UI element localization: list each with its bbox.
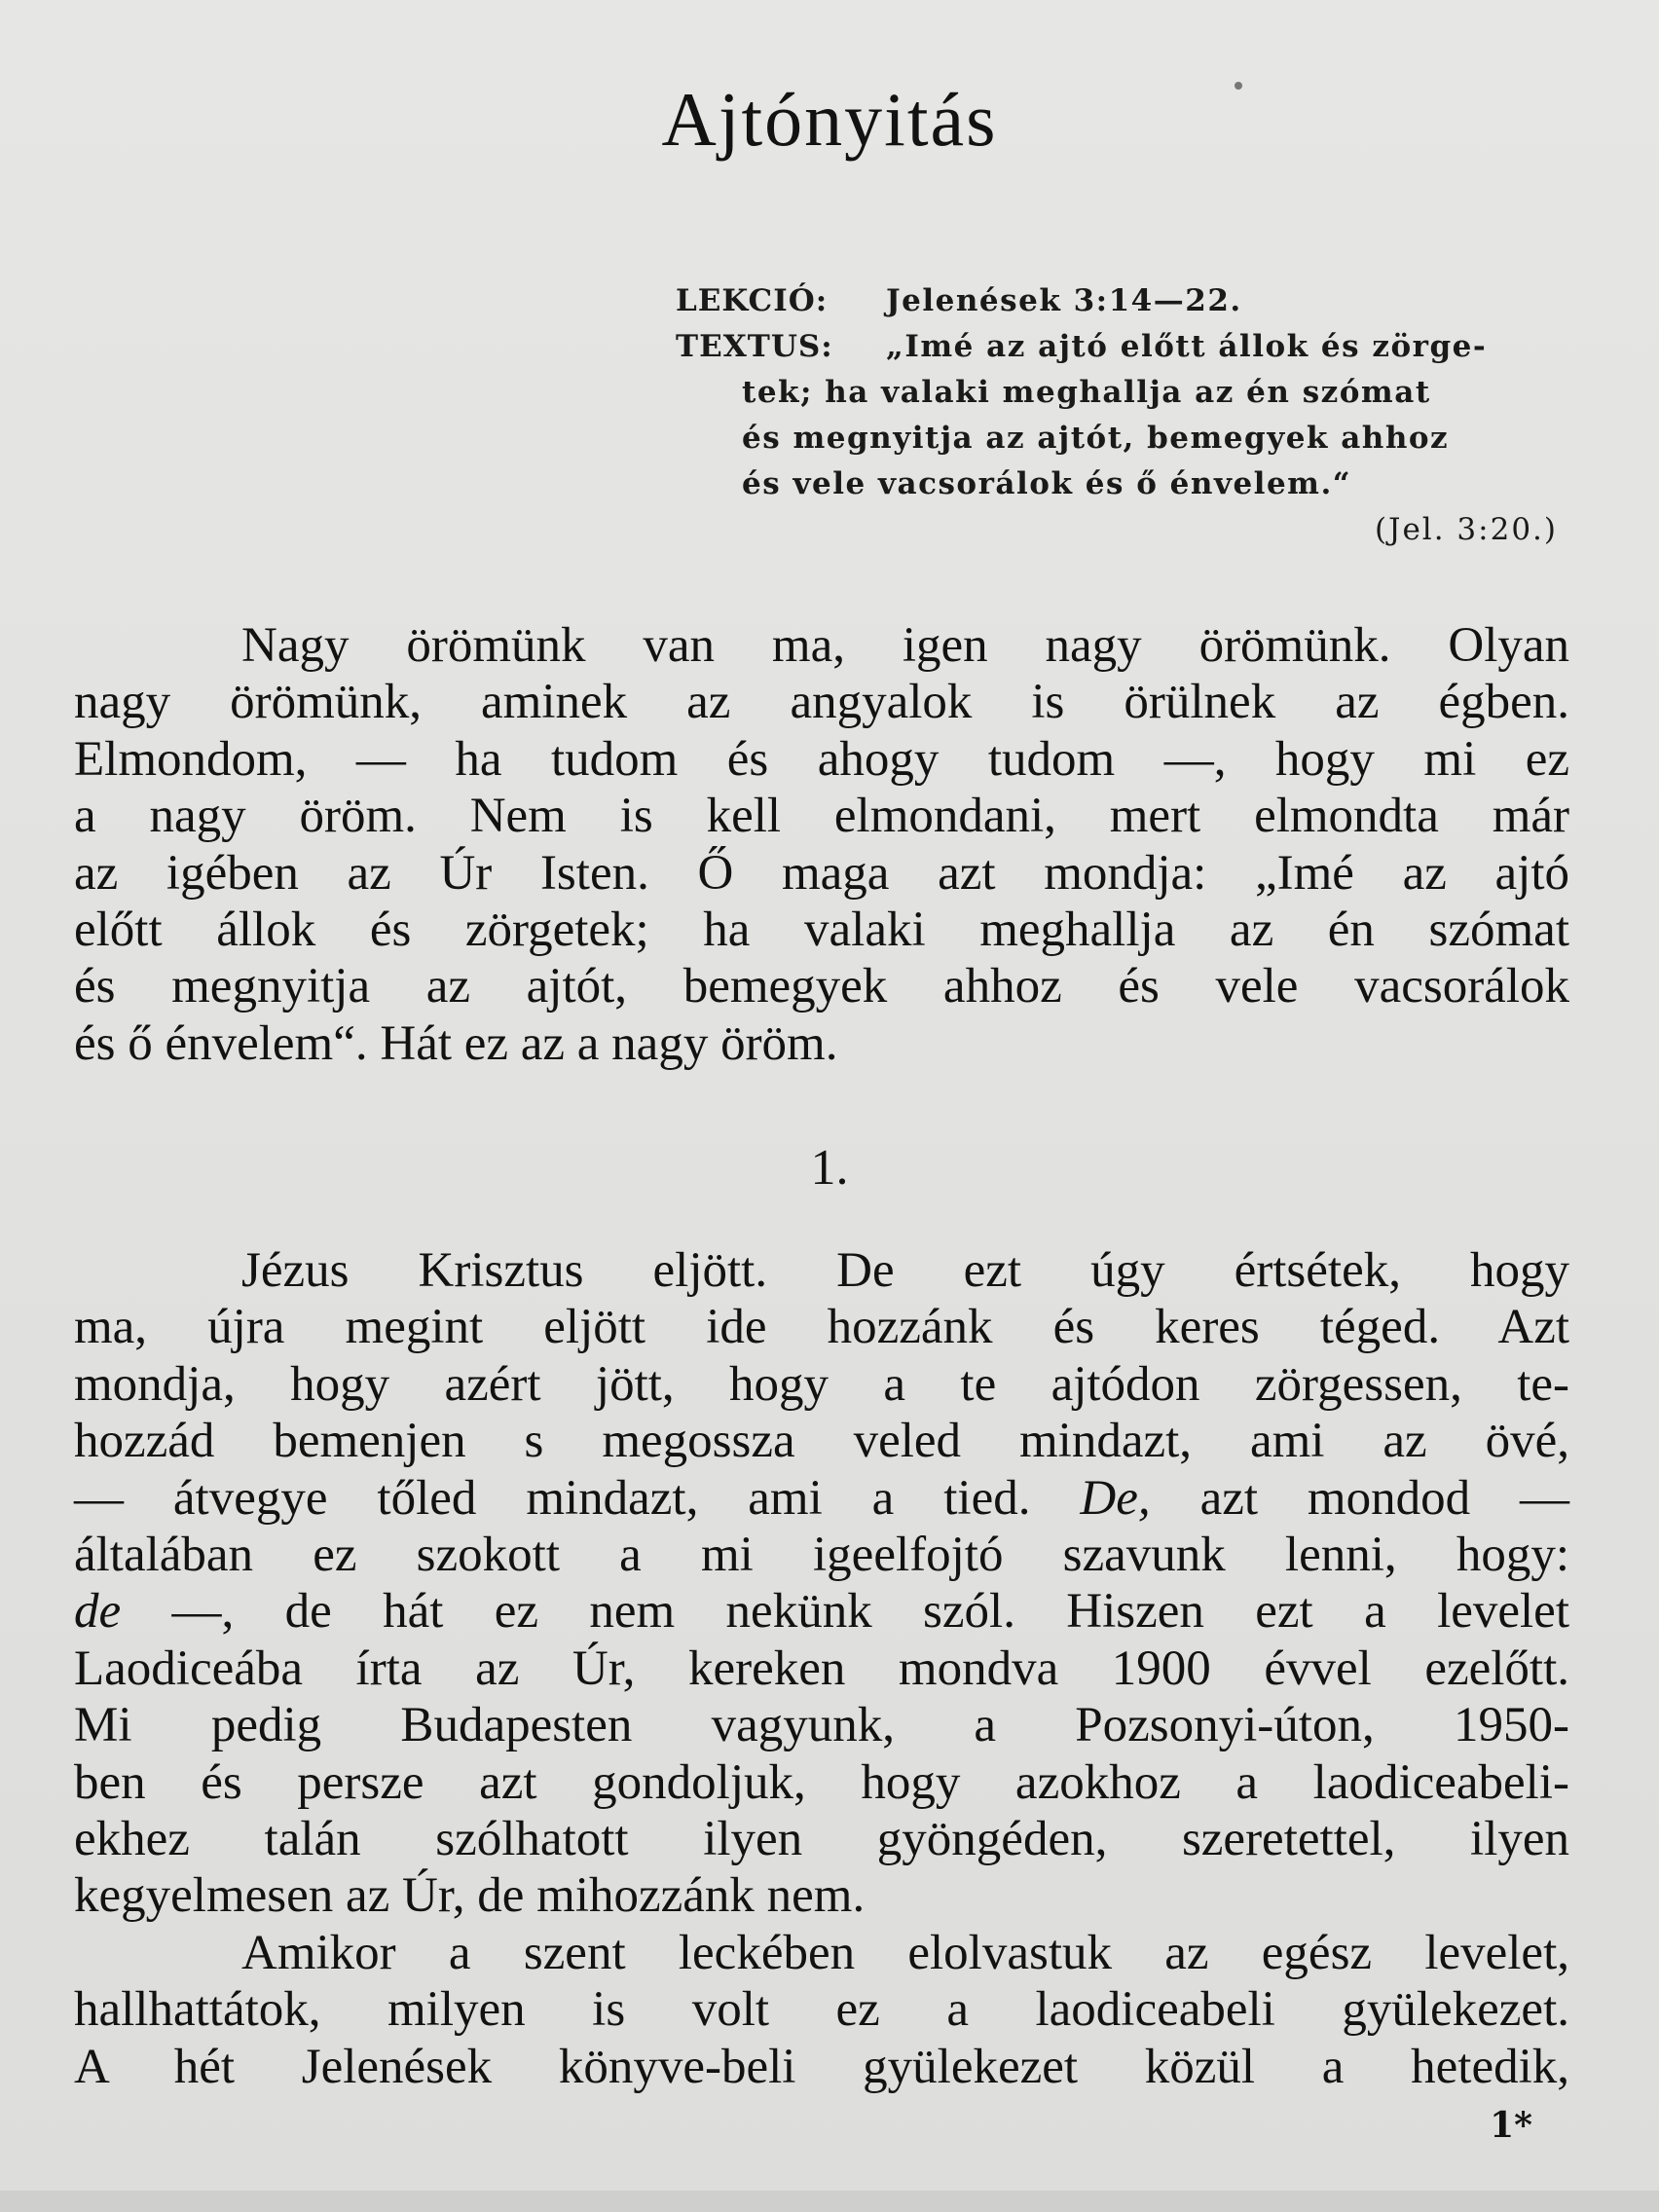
text-segment: azt mondod — [1199,1470,1570,1526]
textus-line: tek; ha valaki meghallja az én szómat [742,375,1431,410]
epigraph-block [676,278,1562,553]
section-number: 1. [810,1140,849,1196]
text-line: a nagy öröm. Nem is kell elmondani, mert elmondta már [74,789,1569,844]
text-line-mixed [74,1470,1569,1527]
text-line: előtt állok és zörgetek; ha valaki meghallja az én szómat [74,903,1569,958]
text-line: hallhattátok, milyen is volt ez a laodiceabeli gyülekezet. [74,1982,1569,2038]
text-line: hozzád bemenjen s megossza veled mindazt, ami az övé, [74,1414,1569,1469]
text-segment: — átvegye tőled mindazt, ami a tied. [74,1470,1031,1526]
text-line-mixed [74,1583,1569,1640]
textus-line: „Imé az ajtó előtt állok és zörge- [886,329,1488,364]
text-line: ben és persze azt gondoljuk, hogy azokhoz a laodiceabeli- [74,1754,1569,1810]
textus-line: és vele vacsorálok és ő énvelem.“ [742,466,1352,501]
text-line: ma, újra megint eljött ide hozzánk és keres téged. Azt [74,1300,1569,1355]
text-line: Amikor a szent leckében elolvastuk az egész levelet, [241,1925,1569,1980]
text-line: Elmondom, — ha tudom és ahogy tudom —, hogy mi ez [74,731,1569,787]
page-number: 1* [1490,2105,1532,2146]
lekcio-row [676,278,1562,324]
text-line: A hét Jelenések könyve-beli gyülekezet közül a hetedik, [74,2039,1569,2094]
text-line: Nagy örömünk van ma, igen nagy örömünk. Olyan [241,618,1569,673]
textus-row [676,324,1562,370]
textus-line: és megnyitja az ajtót, bemegyek ahhoz [742,421,1450,456]
text-line: mondja, hogy azért jött, hogy a te ajtódon zörgessen, te- [74,1356,1569,1412]
lekcio-text: Jelenések 3:14—22. [886,283,1242,318]
lekcio-label: LEKCIÓ: [676,283,829,318]
text-line: Mi pedig Budapesten vagyunk, a Pozsonyi-úton, 1950- [74,1698,1569,1753]
text-line: az igében az Úr Isten. Ő maga azt mondja: „Imé az ajtó [74,845,1569,901]
text-line: és ő énvelem“. Hát ez az a nagy öröm. [74,1015,838,1071]
page-title: Ajtónyitás [661,77,998,162]
bottom-edge [0,2191,1659,2212]
text-line: általában ez szokott a mi igeelfojtó szavunk lenni, hogy: [74,1528,1569,1583]
text-line: és megnyitja az ajtót, bemegyek ahhoz és vele vacsorálok [74,959,1569,1014]
textus-label: TEXTUS: [676,329,833,364]
text-line: Laodiceába írta az Úr, kereken mondva 1900 évvel ezelőtt. [74,1641,1569,1696]
text-line: nagy örömünk, aminek az angyalok is örülnek az égben. [74,675,1569,730]
paragraph-intro [74,617,1569,1072]
text-line: kegyelmesen az Úr, de mihozzánk nem. [74,1868,866,1924]
paragraph-main [74,1242,1569,2095]
text-line: ekhez talán szólhatott ilyen gyöngéden, szeretettel, ilyen [74,1812,1569,1867]
scripture-reference: (Jel. 3:20.) [1374,512,1558,547]
text-line: Jézus Krisztus eljött. De ezt úgy értsétek, hogy [241,1243,1569,1298]
text-segment: —, de hát ez nem nekünk szól. Hiszen ezt a levelet [171,1584,1569,1640]
italic-word: de [74,1584,122,1640]
print-speck [1235,82,1242,90]
italic-word: De, [1080,1470,1151,1526]
